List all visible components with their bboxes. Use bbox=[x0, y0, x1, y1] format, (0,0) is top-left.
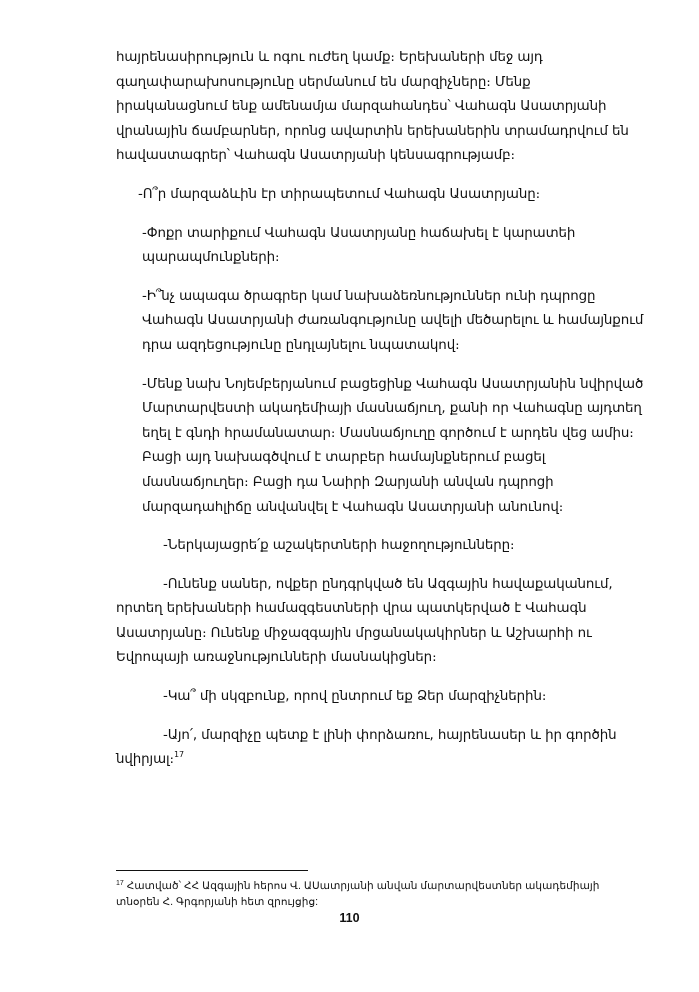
question-sport: -Ո՞ր մարզաձևին էր տիրապետում Վահագն Ասատրյանը։ bbox=[138, 186, 541, 202]
page-number: 110 bbox=[339, 911, 360, 925]
paragraph-intro: հայրենասիրություն և ոգու ուժեղ կամք։ Երեխաների մեջ այդ գաղափարախոսությունը սերմանում են մարզիչները։ Մենք իրականացնում ենք ամենամյա մարզահանդես՝ Վահագն Ասատրյանի վրանային ճամբարներ, որոնց ավարտին երեխաներին տրամադրվում են հավաստագրեր՝ Վահագն Ասատրյանի կենսագրությամբ։ bbox=[116, 50, 629, 164]
page-body bbox=[116, 46, 644, 787]
answer-future-plans: -Մենք նախ Նոյեմբերյանում բացեցինք Վահագն Ասատրյանին նվիրված Մարտարվեստի ակադեմիայի մասնաճյուղ, քանի որ Վահագնը այդտեղ եղել է գնդի հրամանատար։ Մասնաճյուղը գործում է արդեն վեց ամիս։ Բացի այդ նախագծվում է տարբեր համայնքներում բացել մասնաճյուղեր։ Բացի դա Նաիրի Զարյանի անվան դպրոցի մարզադահլիճը անվանվել է Վահագն Ասատրյանի անունով։ bbox=[142, 376, 644, 515]
answer-principle bbox=[116, 724, 644, 773]
answer-principle-text: -Այո՛, մարզիչը պետք է լինի փորձառու, հայրենասեր և իր գործին նվիրյալ։ bbox=[116, 727, 617, 768]
footnote-text: Հատված՝ ՀՀ Ազգային հերոս Վ. ԱՍատրյանի անվան մարտարվեստներ ակադեմիայի տնօրեն Հ. Գրգորյանի հետ զրույցից: bbox=[116, 880, 600, 908]
footnote bbox=[116, 878, 644, 910]
question-achievements: -Ներկայացրե՛ք աշակերտների հաջողությունները։ bbox=[163, 538, 515, 554]
question-principle: -Կա՞ մի սկզբունք, որով ընտրում եք Ձեր մարզիչներին։ bbox=[163, 689, 547, 705]
answer-sport: -Փոքր տարիքում Վահագն Ասատրյանը հաճախել է կարատեի պարապմունքների։ bbox=[142, 225, 576, 266]
footnote-number: 17 bbox=[116, 880, 124, 887]
footnote-separator bbox=[116, 870, 308, 871]
answer-achievements: -Ունենք սաներ, ովքեր ընդգրկված են Ազգային հավաքականում, որտեղ երեխաների համազգեստների վրա պատկերված է Վահագն Ասատրյանը։ Ունենք միջազգային մրցանակակիրներ և Աշխարհի ու Եվրոպայի առաջնությունների մասնակիցներ։ bbox=[116, 576, 613, 666]
footnote-reference: 17 bbox=[173, 750, 184, 760]
question-future-plans: -Ի՞նչ ապագա ծրագրեր կամ նախաձեռնություններ ունի դպրոցը Վահագն Ասատրյանի ժառանգությունը ավելի մեծարելու և համայնքում դրա ազդեցությունը ընդլայնելու նպատակով։ bbox=[142, 288, 644, 353]
